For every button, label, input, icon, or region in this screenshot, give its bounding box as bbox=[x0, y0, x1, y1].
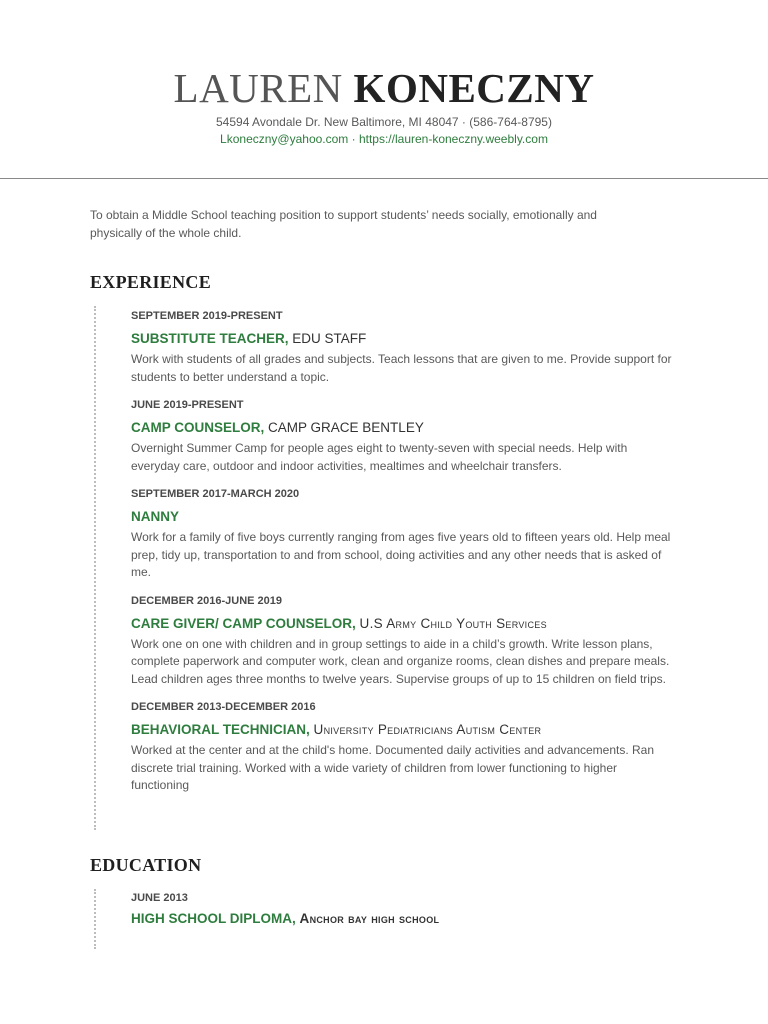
entry-date: SEPTEMBER 2017-MARCH 2020 bbox=[131, 488, 300, 500]
education-entry bbox=[131, 891, 676, 929]
education-list bbox=[131, 891, 676, 941]
entry-organization: Anchor bay high school bbox=[299, 911, 440, 926]
entry-role: NANNY bbox=[131, 509, 180, 524]
email-website-line[interactable]: Lkoneczny@yahoo.com · https://lauren-koneczny.weebly.com bbox=[220, 132, 548, 146]
entry-role: BEHAVIORAL TECHNICIAN, bbox=[131, 722, 310, 737]
entry-title bbox=[131, 909, 676, 929]
objective-statement: To obtain a Middle School teaching position to support students’ needs socially, emotionally and physically of the whole child. bbox=[90, 208, 597, 240]
first-name: LAUREN bbox=[173, 65, 343, 111]
entry-title bbox=[131, 418, 676, 438]
entry-organization: CAMP GRACE BENTLEY bbox=[268, 420, 424, 435]
address-phone-line: 54594 Avondale Dr. New Baltimore, MI 48047 · (586-764-8795) bbox=[216, 115, 552, 129]
entry-date: JUNE 2013 bbox=[131, 892, 188, 904]
entry-description: Overnight Summer Camp for people ages eight to twenty-seven with special needs. Help with everyday care, outdoor and indoor activities, mealtimes and wheelchair transfers. bbox=[131, 441, 628, 473]
experience-entry bbox=[131, 398, 676, 475]
header-divider bbox=[0, 178, 768, 179]
entry-organization: University Pediatricians Autism Center bbox=[313, 722, 542, 737]
education-timeline bbox=[94, 889, 96, 949]
entry-role: CAMP COUNSELOR, bbox=[131, 420, 265, 435]
entry-title bbox=[131, 329, 676, 349]
resume-header bbox=[0, 0, 768, 148]
candidate-name bbox=[0, 64, 768, 112]
experience-entry bbox=[131, 487, 676, 582]
entry-date: DECEMBER 2016-JUNE 2019 bbox=[131, 594, 283, 607]
entry-role: SUBSTITUTE TEACHER, bbox=[131, 331, 289, 346]
entry-description: Work one on one with children and in group settings to aide in a child’s growth. Write lesson plans, complete paperwork and computer work, clean and organize rooms, clean dishes and prepare meals. Lead children ages three months to twelve years. Supervise groups of up to 15 children on field trips. bbox=[131, 636, 670, 686]
entry-title bbox=[131, 507, 676, 527]
education-heading: EDUCATION bbox=[90, 855, 202, 875]
entry-role: CARE GIVER/ CAMP COUNSELOR, bbox=[131, 615, 356, 631]
entry-organization: U.S Army Child Youth Services bbox=[359, 615, 547, 631]
entry-role: HIGH SCHOOL DIPLOMA, bbox=[131, 911, 296, 926]
experience-list bbox=[131, 309, 676, 807]
experience-heading: EXPERIENCE bbox=[90, 272, 212, 292]
last-name: KONECZNY bbox=[353, 65, 595, 111]
experience-entry bbox=[131, 594, 676, 689]
experience-entry bbox=[131, 700, 676, 795]
experience-timeline bbox=[94, 306, 96, 830]
experience-entry bbox=[131, 309, 676, 386]
entry-title bbox=[131, 720, 676, 740]
entry-description: Worked at the center and at the child's home. Documented daily activities and advancements. Ran discrete trial training. Worked with a wide variety of children from lower functioning to higher functioning bbox=[131, 743, 655, 792]
entry-date: SEPTEMBER 2019-PRESENT bbox=[131, 310, 283, 322]
entry-description: Work with students of all grades and subjects. Teach lessons that are given to me. Provide support for students to better understand a topic. bbox=[131, 352, 672, 384]
entry-title bbox=[131, 614, 676, 634]
entry-date: DECEMBER 2013-DECEMBER 2016 bbox=[131, 701, 316, 713]
entry-date: JUNE 2019-PRESENT bbox=[131, 399, 244, 411]
entry-organization: EDU STAFF bbox=[292, 331, 367, 346]
entry-description: Work for a family of five boys currently ranging from ages five years old to fifteen years old. Help meal prep, tidy up, transportation to and from school, doing activities and any other needs that is asked of me. bbox=[131, 530, 671, 579]
